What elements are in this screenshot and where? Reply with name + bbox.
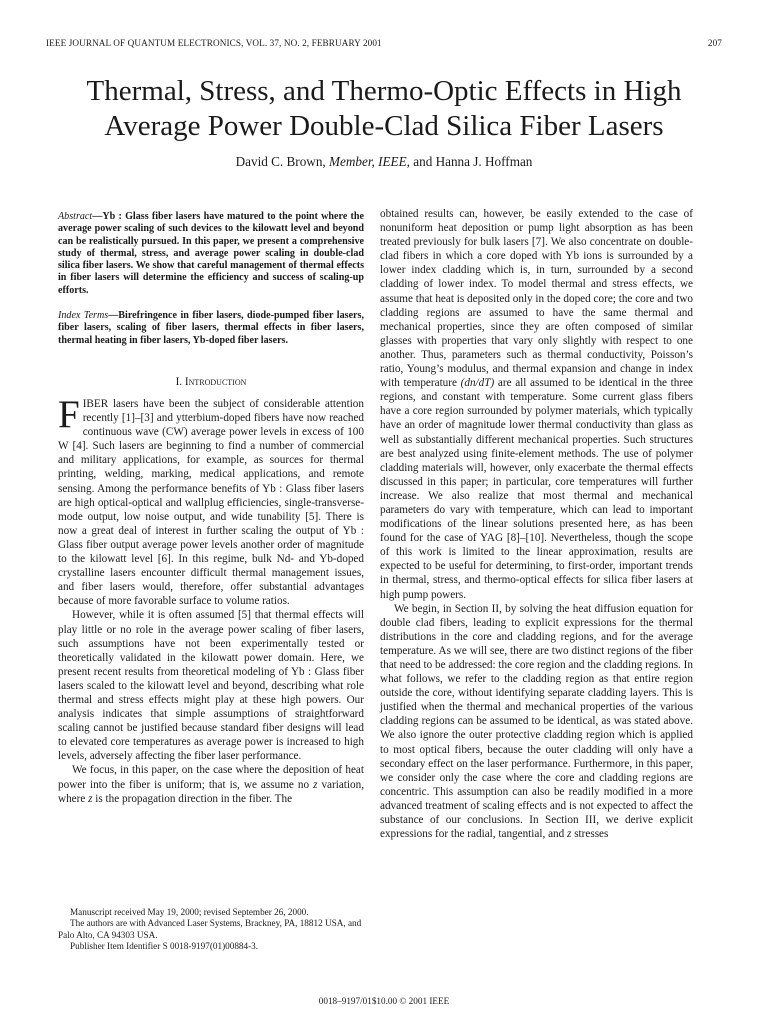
- footnote-affiliation: The authors are with Advanced Laser Systems, Brackney, PA, 18812 USA, and Palo Alto, CA 94303 USA.: [58, 918, 362, 940]
- footnote: [58, 907, 364, 952]
- math-z: z: [313, 778, 318, 791]
- abstract: [58, 211, 364, 297]
- section-heading-introduction: I. Introduction: [175, 376, 247, 388]
- footnote-manuscript: Manuscript received May 19, 2000; revised September 26, 2000.: [70, 907, 309, 917]
- intro-paragraph-2: However, while it is often assumed [5] that thermal effects will play little or no role in the average power scaling of fiber lasers, such assumptions have not been experimentally tested or theoretically validated in the kilowatt power domain. Here, we present recent results from theoretical modeling of Yb : Glass fiber lasers scaled to the kilowatt level and beyond, describing what role thermal and stress effects might play at these high powers. Our analysis indicates that simple assumptions of straightforward scaling cannot be justified because standard fiber designs will lead to elevated core temperatures as average power is increased to high levels, adversely affecting the fiber laser performance.: [58, 609, 364, 763]
- running-header: [46, 38, 722, 48]
- abstract-text: —Yb : Glass fiber lasers have matured to the point where the average power scaling of such devices to the kilowatt level and beyond can be realistically pursued. In this paper, we present a comprehensive study of thermal, stress, and average power scaling in double-clad silica fiber lasers. We show that careful management of thermal effects in fiber lasers will determine the efficiency and success of scaling-up efforts.: [58, 211, 364, 296]
- right-p1-part-a: obtained results can, however, be easily extended to the case of nonuniform heat deposition or pump light absorption as has been treated previously for bulk lasers [7]. We also concentrate on double-clad fibers in which a core doped with Yb ions is surrounded by a lower index cladding which is, in turn, surrounded by a second cladding of lower index. To model thermal and stress effects, we assume that heat is deposited only in the doped core; the core and two cladding regions are assumed to have the same thermal and mechanical properties, since they are often composed of similar glasses with properties that vary only slightly with respect to one another. Thus, parameters such as thermal conductivity, Poisson’s ratio, Young’s modulus, and thermal expansion and change in index with temperature: [380, 208, 693, 390]
- right-column-text: [380, 207, 693, 841]
- intro-paragraph-3: [58, 763, 364, 805]
- intro-paragraph-1-text: IBER lasers have been the subject of considerable attention recently [1]–[3] and ytterbium-doped fibers have now reached continuous wave (CW) average power levels in excess of 100 W [4]. Such lasers are beginning to find a number of commercial and military applications, for example, as sources for thermal printing, welding, marking, medical applications, and remote sensing. Among the performance benefits of Yb : Glass fiber lasers are high optical-optical and wallplug efficiencies, single-transverse-mode output, low noise output, and wide tunability [5]. There is now a great deal of interest in further scaling the output of Yb : Glass fiber output average power levels another order of magnitude to the kilowatt level [6]. In this regime, bulk Nd- and Yb-doped crystalline lasers encounter difficult thermal management issues, and fiber lasers would, therefore, offer substantial advantages because of more favorable surface to volume ratios.: [58, 398, 364, 608]
- author-2: and Hanna J. Hoffman: [413, 154, 533, 169]
- math-dn-dt: (dn/dT): [460, 377, 495, 390]
- intro-paragraph-1: [58, 393, 364, 608]
- right-paragraph-2: [380, 602, 693, 842]
- index-terms: [58, 310, 364, 347]
- drop-cap: F: [58, 393, 80, 436]
- index-terms-text: —Birefringence in fiber lasers, diode-pumped fiber lasers, fiber lasers, scaling of fiber lasers, thermal effects in fiber lasers, thermal heating in fiber lasers, Yb-doped fiber lasers.: [58, 310, 364, 346]
- right-paragraph-1: [380, 207, 693, 602]
- right-p2-part-a: We begin, in Section II, by solving the heat diffusion equation for double clad fibers, leading to explicit expressions for the thermal distributions in the core and cladding regions, and for the average temperature. As we will see, there are two distinct regions of the fiber that need to be addressed: the core region and the cladding regions. In what follows, we refer to the cladding region as that entire region outside the core, without identifying separate cladding layers. This is justified when the thermal and mechanical properties of the various cladding regions can be assumed to be identical, as was stated above. We also ignore the outer protective cladding region which is applied to most optical fibers, because the outer cladding will only have a secondary effect on the laser performance. Furthermore, in this paper, we consider only the case where the core and cladding regions are concentric. This assumption can also be readily modified in a more advanced treatment of scaling effects and is not expected to affect the substance of our conclusions. In Section III, we derive explicit expressions for the radial, tangential, and: [380, 602, 693, 841]
- introduction-text: [58, 393, 365, 806]
- right-p2-part-b: stresses: [574, 828, 609, 841]
- intro-p3-part-c: is the propagation direction in the fiber. The: [95, 792, 293, 805]
- paper-title: Thermal, Stress, and Thermo-Optic Effects in High Average Power Double-Clad Silica Fiber Lasers: [86, 75, 682, 142]
- author-1-role: Member, IEEE,: [329, 154, 410, 169]
- index-terms-label: Index Terms: [58, 310, 109, 321]
- journal-name: IEEE JOURNAL OF QUANTUM ELECTRONICS, VOL. 37, NO. 2, FEBRUARY 2001: [46, 38, 382, 48]
- author-1: David C. Brown,: [235, 154, 326, 169]
- abstract-label: Abstract: [58, 211, 93, 222]
- footnote-identifier: Publisher Item Identifier S 0018-9197(01)00884-3.: [70, 940, 259, 951]
- math-z: z: [88, 792, 93, 805]
- page-number: 207: [707, 38, 722, 48]
- copyright-footer: 0018–9197/01$10.00 © 2001 IEEE: [318, 996, 450, 1006]
- right-p1-part-b: are all assumed to be identical in the three regions, and constant with temperature. Some current glass fibers have a core region surrounded by polymer materials, which typically have an order of magnitude lower thermal conductivity than glass as well as substantially different mechanical properties. Such structures are best analyzed using finite-element methods. The use of polymer cladding materials will, however, only exacerbate the thermal effects discussed in this paper; in particular, core temperatures will further increase. We also realize that most thermal and mechanical parameters do vary with temperature, which can lead to important modifications of the linear solutions presented here, as has been found for the case of YAG [8]–[10]. Nevertheless, though the scope of this work is limited to the linear approximation, results are expected to be useful for determining, to first-order, important trends in thermal, stress, and thermo-optical effects for silica fiber lasers at high pump powers.: [380, 377, 694, 601]
- intro-p3-part-a: We focus, in this paper, on the case where the deposition of heat power into the fiber is uniform; that is, we assume no: [58, 764, 364, 791]
- intro-p3-part-b: variation, where: [58, 778, 365, 805]
- author-line: [40, 154, 728, 170]
- math-z: z: [567, 828, 572, 841]
